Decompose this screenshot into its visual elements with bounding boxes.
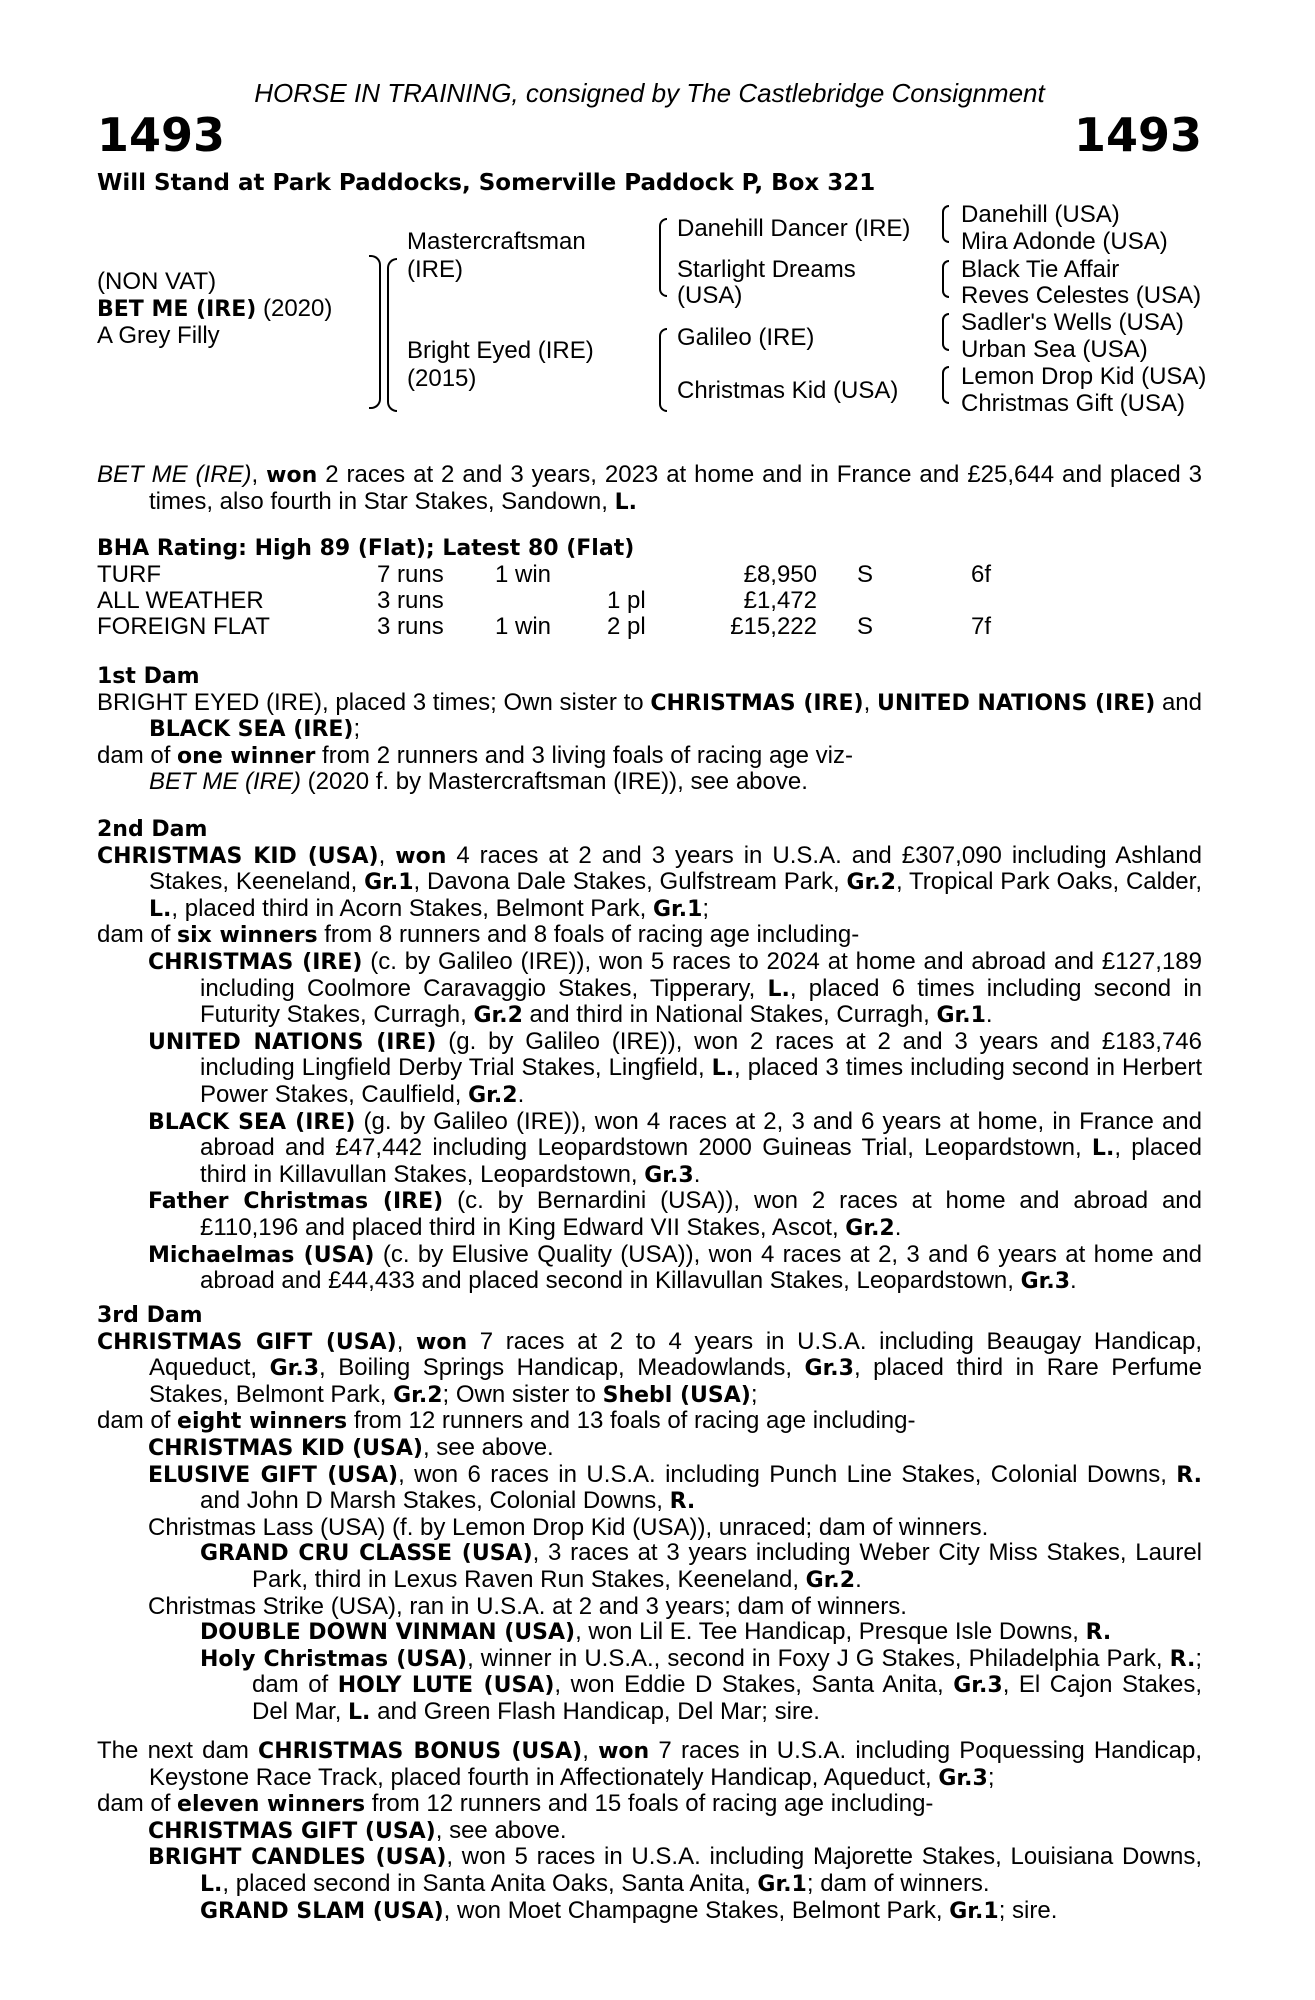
rating-places: 1 pl	[607, 587, 646, 614]
third-dam-entry: CHRISTMAS GIFT (USA), won 7 races at 2 to 4 years in U.S.A. including Beaugay Handicap, Aqueduct, Gr.3, Boiling Springs Handicap, Meadowlands, Gr.3, placed third in Rare Perfume Stakes, Belmont Park, Gr.2; Own sister to Shebl (USA);	[97, 1327, 1203, 1408]
produce-grand-cru-classe: GRAND CRU CLASSE (USA), 3 races at 3 years including Weber City Miss Stakes, Laurel Park, third in Lexus Raven Run Stakes, Keeneland, Gr.2.	[200, 1539, 1203, 1593]
produce-holy-christmas: Holy Christmas (USA), winner in U.S.A., second in Foxy J G Stakes, Philadelphia Park, R.; dam of HOLY LUTE (USA), won Eddie D Stakes, Santa Anita, Gr.3, El Cajon Stakes, Del Mar, L. and Green Flash Handicap, Del Mar; sire.	[200, 1644, 1202, 1725]
horse-name-line	[97, 295, 332, 323]
rating-wins: 1 win	[495, 561, 552, 588]
second-dam-produce: dam of six winners from 8 runners and 8 foals of racing age including-	[97, 921, 860, 949]
ancestor-g2: Mira Adonde (USA)	[961, 228, 1168, 255]
consignment-header: HORSE IN TRAINING, consigned by The Castlebridge Consignment	[254, 78, 1045, 108]
third-dam-title: 3rd Dam	[97, 1303, 203, 1328]
ancestor-g6: Urban Sea (USA)	[961, 336, 1148, 363]
sire-line2: (IRE)	[407, 256, 463, 283]
produce-michaelmas: Michaelmas (USA) (c. by Elusive Quality (USA)), won 4 races at 2, 3 and 6 years at home and abroad and £44,433 and placed second in Killavullan Stakes, Leopardstown, Gr.3.	[148, 1240, 1203, 1295]
produce-grand-slam: GRAND SLAM (USA), won Moet Champagne Stakes, Belmont Park, Gr.1; sire.	[200, 1896, 1058, 1924]
horse-year: (2020)	[256, 295, 333, 322]
horse-description: A Grey Filly	[97, 322, 220, 349]
second-dam-entry: CHRISTMAS KID (USA), won 4 races at 2 and 3 years in U.S.A. and £307,090 including Ashland Stakes, Keeneland, Gr.1, Davona Dale Stakes, Gulfstream Park, Gr.2, Tropical Park Oaks, Calder, L., placed third in Acorn Stakes, Belmont Park, Gr.1;	[97, 841, 1202, 922]
rating-distance: 6f	[971, 561, 992, 588]
summary-horse-name: BET ME (IRE)	[97, 461, 252, 488]
vat-status: (NON VAT)	[97, 268, 217, 295]
rating-prize: £1,472	[743, 587, 817, 614]
produce-united-nations: UNITED NATIONS (IRE) (g. by Galileo (IRE)), won 2 races at 2 and 3 years and £183,746 including Lingfield Derby Trial Stakes, Lingfield, L., placed 3 times including second in Herbert Power Stakes, Caulfield, Gr.2.	[148, 1027, 1202, 1108]
rating-runs: 3 runs	[377, 613, 444, 640]
rating-wins: 1 win	[495, 613, 552, 640]
second-dam-section	[97, 817, 1202, 1295]
rating-row-all-weather	[97, 588, 1202, 614]
rating-distance: 7f	[971, 613, 992, 640]
lot-number-left: 1493	[97, 108, 226, 162]
dam-dam: Christmas Kid (USA)	[677, 377, 899, 404]
second-dam-title: 2nd Dam	[97, 817, 208, 842]
summary-listed: L.	[614, 489, 637, 515]
third-dam-produce: dam of eight winners from 12 runners and 13 foals of racing age including-	[97, 1407, 916, 1435]
produce-elusive-gift: ELUSIVE GIFT (USA), won 6 races in U.S.A. including Punch Line Stakes, Colonial Downs, R. and John D Marsh Stakes, Colonial Downs, R.	[148, 1460, 1202, 1515]
sire-sire: Danehill Dancer (IRE)	[677, 215, 911, 242]
first-dam-foal: BET ME (IRE) (2020 f. by Mastercraftsman (IRE)), see above.	[149, 768, 808, 796]
first-dam-entry: BRIGHT EYED (IRE), placed 3 times; Own sister to CHRISTMAS (IRE), UNITED NATIONS (IRE) and BLACK SEA (IRE);	[97, 688, 1203, 743]
ancestor-g8: Christmas Gift (USA)	[961, 390, 1186, 417]
pedigree-brace-g34	[942, 260, 949, 298]
lot-number-right: 1493	[1073, 108, 1202, 162]
dam-sire: Galileo (IRE)	[677, 324, 815, 351]
next-dam-entry: The next dam CHRISTMAS BONUS (USA), won 7 races in U.S.A. including Poquessing Handicap, Keystone Race Track, placed fourth in Affectionately Handicap, Aqueduct, Gr.3;	[97, 1737, 1202, 1791]
produce-bright-candles: BRIGHT CANDLES (USA), won 5 races in U.S.A. including Majorette Stakes, Louisiana Downs, L., placed second in Santa Anita Oaks, Santa Anita, Gr.1; dam of winners.	[148, 1843, 1202, 1897]
produce-father-christmas: Father Christmas (IRE) (c. by Bernardini (USA)), won 2 races at home and abroad and £110,196 and placed third in King Edward VII Stakes, Ascot, Gr.2.	[148, 1187, 1202, 1241]
next-dam-section	[97, 1738, 1202, 1924]
rating-table	[97, 562, 1202, 640]
third-dam-section	[97, 1303, 1202, 1726]
sire-line1: Mastercraftsman	[407, 228, 586, 255]
stand-location: Will Stand at Park Paddocks, Somerville Paddock P, Box 321	[97, 170, 876, 196]
summary-paragraph: BET ME (IRE), won 2 races at 2 and 3 years, 2023 at home and in France and £25,644 and placed 3 times, also fourth in Star Stakes, Sandown, L.	[97, 461, 1202, 515]
produce-black-sea: BLACK SEA (IRE) (g. by Galileo (IRE)), won 4 races at 2, 3 and 6 years at home, in France and abroad and £47,442 including Leopardstown 2000 Guineas Trial, Leopardstown, L., placed third in Killavullan Stakes, Leopardstown, Gr.3.	[148, 1107, 1202, 1188]
rating-going: S	[857, 613, 874, 640]
next-dam-produce: dam of eleven winners from 12 runners and 15 foals of racing age including-	[97, 1790, 934, 1818]
produce-double-down-vinman: DOUBLE DOWN VINMAN (USA), won Lil E. Tee Handicap, Presque Isle Downs, R.	[200, 1618, 1112, 1646]
produce-christmas-kid: CHRISTMAS KID (USA), see above.	[148, 1433, 554, 1461]
summary-won: won	[266, 463, 318, 488]
produce-christmas-gift: CHRISTMAS GIFT (USA), see above.	[148, 1816, 567, 1844]
pedigree-brace-g56	[942, 313, 949, 351]
pedigree-brace-dam	[659, 328, 667, 412]
rating-surface: FOREIGN FLAT	[97, 613, 270, 640]
sire-dam-line1: Starlight Dreams	[677, 256, 856, 283]
pedigree-brace-sire	[659, 218, 667, 297]
pedigree-brace-parents	[387, 258, 397, 412]
produce-christmas: CHRISTMAS (IRE) (c. by Galileo (IRE)), won 5 races to 2024 at home and abroad and £127,189 including Coolmore Caravaggio Stakes, Tipperary, L., placed 6 times including second in Futurity Stakes, Curragh, Gr.2 and third in National Stakes, Curragh, Gr.1.	[148, 947, 1203, 1029]
pedigree-brace-g78	[942, 366, 949, 404]
rating-prize: £15,222	[730, 613, 817, 640]
produce-christmas-strike: Christmas Strike (USA), ran in U.S.A. at 2 and 3 years; dam of winners.	[148, 1592, 907, 1620]
first-dam-produce: dam of one winner from 2 runners and 3 living foals of racing age viz-	[97, 741, 853, 769]
bha-rating-title: BHA Rating: High 89 (Flat); Latest 80 (Flat)	[97, 536, 635, 561]
rating-surface: TURF	[97, 561, 161, 588]
ancestor-g5: Sadler's Wells (USA)	[961, 309, 1184, 336]
pedigree-brace-main	[369, 255, 381, 409]
rating-runs: 3 runs	[377, 587, 444, 614]
rating-row-foreign-flat	[97, 614, 1202, 640]
ancestor-g7: Lemon Drop Kid (USA)	[961, 363, 1207, 390]
ancestor-g1: Danehill (USA)	[961, 201, 1120, 228]
rating-runs: 7 runs	[377, 561, 444, 588]
dam-line1: Bright Eyed (IRE)	[407, 337, 594, 364]
rating-places: 2 pl	[607, 613, 646, 640]
pedigree-brace-g12	[942, 205, 949, 243]
rating-surface: ALL WEATHER	[97, 587, 264, 614]
dam-line2: (2015)	[407, 365, 477, 392]
ancestor-g4: Reves Celestes (USA)	[961, 282, 1202, 309]
rating-going: S	[857, 561, 874, 588]
summary-text: 2 races at 2 and 3 years, 2023 at home and in France and £25,644 and placed 3 times, also fourth in Star Stakes, Sandown,	[149, 461, 1202, 515]
produce-christmas-lass: Christmas Lass (USA) (f. by Lemon Drop Kid (USA)), unraced; dam of winners.	[148, 1513, 989, 1541]
rating-prize: £8,950	[743, 561, 817, 588]
horse-name: BET ME (IRE)	[97, 297, 257, 322]
ancestor-g3: Black Tie Affair	[961, 256, 1120, 283]
rating-row-turf	[97, 562, 1202, 588]
first-dam-section	[97, 664, 1202, 795]
first-dam-title: 1st Dam	[97, 664, 200, 689]
sire-dam-line2: (USA)	[677, 282, 743, 309]
